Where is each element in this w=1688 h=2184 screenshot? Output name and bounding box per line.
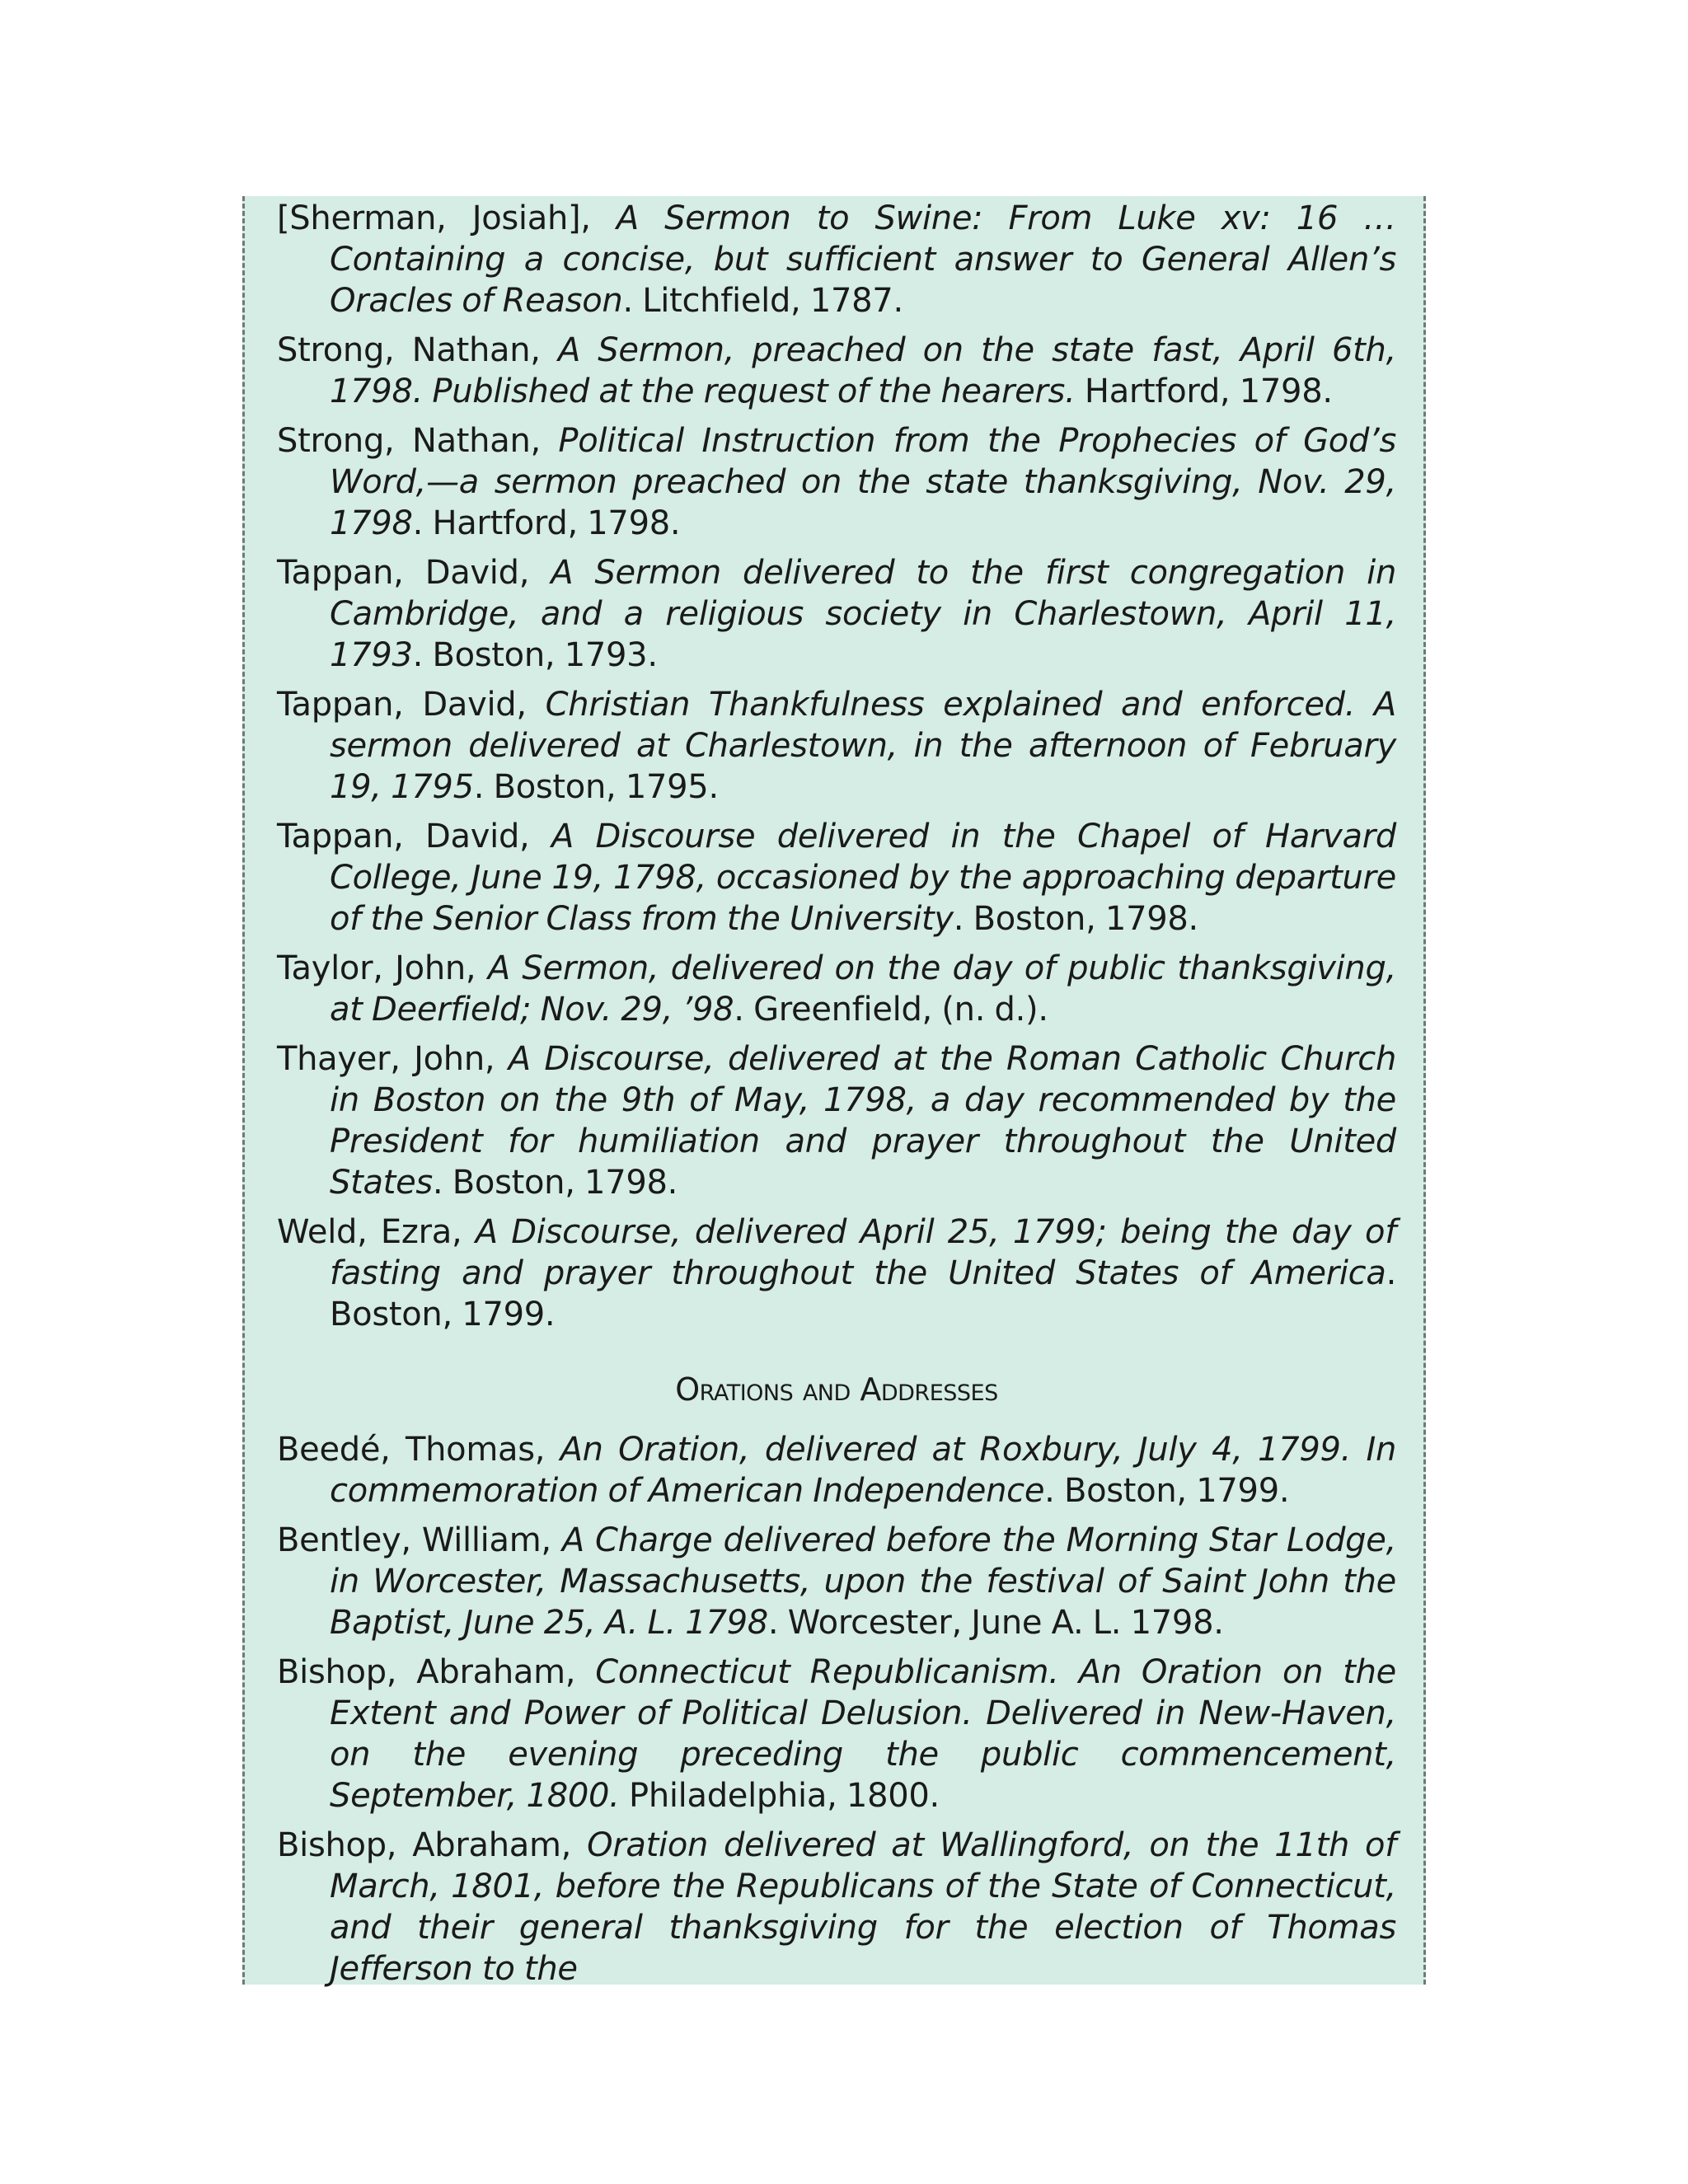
bibliography-entry (277, 420, 1396, 544)
entry-publication: Philadelphia, 1800. (619, 1777, 940, 1815)
entry-author: Beedé, Thomas, (277, 1431, 560, 1469)
entry-publication: . Boston, 1799. (1044, 1472, 1290, 1510)
bibliography-content (277, 198, 1396, 1998)
entry-publication: Hartford, 1798. (1075, 373, 1333, 410)
entry-title: Christian Thankfulness explained and enforced. A sermon delivered at Charlestown, in the afternoon of February 19, 1795 (330, 686, 1396, 806)
entry-publication: . Greenfield, (n. d.). (734, 991, 1048, 1029)
entry-title: Connecticut Republicanism. An Oration on the Extent and Power of Political Delusion. Delivered in New-Haven, on the evening preceding the public commencement, September, 1800. (330, 1653, 1396, 1815)
bibliography-entry (277, 1520, 1396, 1643)
orations-list (277, 1429, 1396, 1990)
entry-title: An Oration, delivered at Roxbury, July 4, 1799. In commemoration of American Independence (330, 1431, 1396, 1510)
entry-author: Tappan, David, (277, 818, 551, 855)
entry-publication: . Boston, 1799. (330, 1254, 1396, 1333)
entry-title: A Discourse, delivered April 25, 1799; being the day of fasting and prayer throughout the United States of America (330, 1213, 1396, 1292)
entry-title: A Sermon, delivered on the day of public thanksgiving, at Deerfield; Nov. 29, ’98 (330, 949, 1396, 1029)
entry-author: Weld, Ezra, (277, 1213, 476, 1251)
entry-author: Strong, Nathan, (277, 331, 558, 369)
bibliography-entry (277, 330, 1396, 412)
entry-author: Strong, Nathan, (277, 422, 559, 460)
entry-publication: . Worcester, June A. L. 1798. (767, 1604, 1224, 1642)
entry-author: [Sherman, Josiah], (277, 199, 617, 237)
entry-author: Taylor, John, (277, 949, 488, 987)
entry-publication: . Boston, 1793. (412, 636, 658, 674)
entry-publication: . Boston, 1798. (432, 1164, 678, 1202)
entry-author: Thayer, John, (277, 1040, 509, 1078)
entry-title: A Sermon delivered to the first congregation in Cambridge, and a religious society in Charlestown, April 11, 1793 (330, 554, 1396, 674)
entry-title: A Sermon, preached on the state fast, April 6th, 1798. Published at the request of the hearers. (330, 331, 1397, 410)
entry-author: Bentley, William, (277, 1521, 562, 1559)
entry-author: Tappan, David, (277, 686, 546, 724)
bibliography-entry (277, 816, 1396, 940)
entry-title: A Discourse delivered in the Chapel of Harvard College, June 19, 1798, occasioned by the approaching departure of the Senior Class from the University (330, 818, 1396, 938)
entry-title: A Sermon to Swine: From Luke xv: 16 … Containing a concise, but sufficient answer to General Allen’s Oracles of Reason (330, 199, 1396, 320)
section-heading: Orations and Addresses (675, 1371, 998, 1408)
entry-title: A Charge delivered before the Morning Star Lodge, in Worcester, Massachusetts, upon the festival of Saint John the Baptist, June 25, A. L. 1798 (330, 1521, 1396, 1642)
entry-publication: . Boston, 1795. (473, 768, 719, 806)
bibliography-entry (277, 1429, 1396, 1511)
entry-title: A Discourse, delivered at the Roman Catholic Church in Boston on the 9th of May, 1798, a day recommended by the President for humiliation and prayer throughout the United States (330, 1040, 1396, 1202)
bibliography-entry (277, 552, 1396, 676)
entry-publication: . Boston, 1798. (953, 900, 1198, 938)
bibliography-entry (277, 684, 1396, 808)
entry-publication: . Litchfield, 1787. (622, 282, 903, 320)
bibliography-entry (277, 198, 1396, 321)
sermons-list (277, 198, 1396, 1335)
entry-author: Bishop, Abraham, (277, 1653, 596, 1691)
entry-publication: . Hartford, 1798. (412, 504, 681, 542)
entry-title: Oration delivered at Wallingford, on the 11th of March, 1801, before the Republicans of the State of Connecticut, and their general thanksgiving for the election of Thomas Jefferson to the (330, 1826, 1396, 1988)
entry-author: Bishop, Abraham, (277, 1826, 588, 1864)
bibliography-entry (277, 1212, 1396, 1335)
bibliography-entry (277, 1825, 1396, 1990)
bibliography-entry (277, 948, 1396, 1030)
entry-title: Political Instruction from the Prophecies of God’s Word,—a sermon preached on the state thanksgiving, Nov. 29, 1798 (330, 422, 1396, 542)
entry-author: Tappan, David, (277, 554, 551, 592)
bibliography-entry (277, 1038, 1396, 1203)
bibliography-entry (277, 1652, 1396, 1816)
